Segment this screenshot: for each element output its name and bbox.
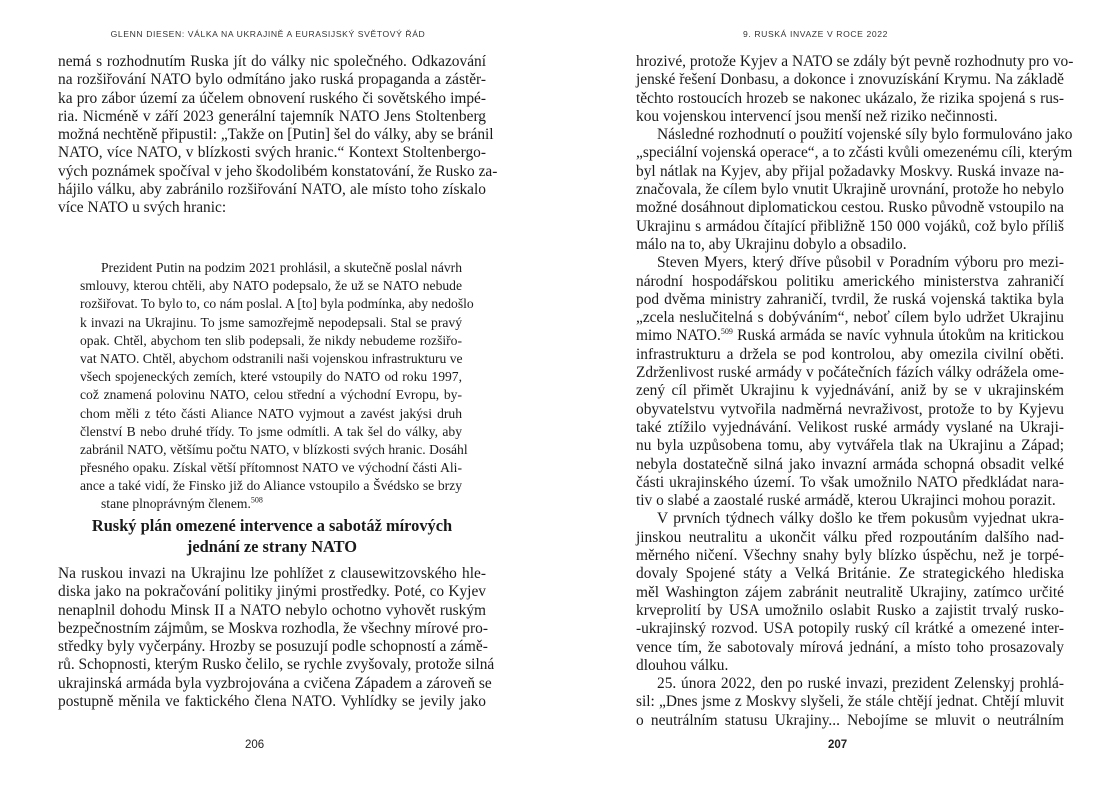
text-line: stane plnoprávným členem.$^{508}$ xyxy=(101,495,263,512)
line-text: hrozivé, protože Kyjev a NATO se zdály být pevně rozhodnuty pro vo- xyxy=(636,53,1074,70)
text-line: na rozšiřování NATO bylo odmítáno jako ruská propaganda a zástěr- xyxy=(58,71,486,89)
text-line xyxy=(636,163,1064,181)
line-text: o neutrálním statusu Ukrajiny... Nebojíme se mluvit o neutrálním xyxy=(636,711,1064,729)
block-quote xyxy=(80,259,474,514)
line-text: možné dosáhnout diplomatickou cestou. Rusko původně vstoupilo na xyxy=(636,199,1064,217)
text-line: k invazi na Ukrajinu. To jsme samozřejmě nepodepsali. Stal se pravý xyxy=(80,314,462,330)
text-line: vých poznámek spočíval v jeho škodolibém konstatování, že Rusko za- xyxy=(58,162,498,180)
line-text: Steven Myers, který dříve působil v Poradním výboru pro mezi- xyxy=(657,254,1064,272)
line-text: „speciální vojenská operace“, a to zčásti kvůli omezenému cíli, kterým xyxy=(636,144,1073,162)
line-text: Zdrženlivost ruské armády v počátečních fázích války odrážela ome- xyxy=(636,364,1064,382)
line-text: -ukrajinský rozvod. USA potopily ruský cíl krátké a omezené inter- xyxy=(636,620,1064,638)
line-text: těchto rostoucích hrozeb se nakonec ukázalo, že rizika spojená s rus- xyxy=(636,89,1064,107)
text-line: smlouvy, kterou chtěli, aby NATO podepsalo, že už se NATO nebude xyxy=(80,278,462,294)
line-text: jenské řešení Donbasu, a dokonce i znovuzískání Krymu. Na základě xyxy=(636,71,1064,89)
text-line xyxy=(636,199,1064,217)
line-text: vence tím, že sabotovaly mírová jednání, a místo toho prosazovaly xyxy=(636,638,1064,656)
line-text: kou vojenskou intervencí jsou menší než riziko nečinnosti. xyxy=(636,107,998,125)
text-line: ukrajinská armáda byla vyzbrojována a cvičena Západem a zároveň se xyxy=(58,674,492,692)
line-text: měl Washington zájem zabránit neutralitě Ukrajiny, zatímco určité xyxy=(636,583,1064,601)
text-line: členství B nebo druhé třídy. To jsme odmítli. A tak šel do války, aby xyxy=(80,423,462,439)
text-line xyxy=(636,456,1064,474)
line-text: málo na to, aby Ukrajinu dobylo a obsadilo. xyxy=(636,235,907,253)
text-line xyxy=(636,309,1064,327)
text-line xyxy=(636,126,1073,144)
text-line xyxy=(636,401,1064,419)
text-line xyxy=(636,218,1064,236)
line-text: nebyla dostatečně silná jako invazní armáda schopná obsadit velké xyxy=(636,455,1064,473)
text-line xyxy=(636,71,1064,89)
left-paragraph-2 xyxy=(58,565,495,711)
line-text: pod dvěma ministry zahraničí, tvrdil, že ruská vojenská taktika byla xyxy=(636,290,1064,308)
text-line xyxy=(636,657,1064,675)
text-line xyxy=(636,639,1064,657)
line-text: národní hospodářskou politiku amerického ministerstva zahraničí xyxy=(636,272,1064,290)
line-text: Následné rozhodnutí o použití vojenské síly bylo formulováno jako xyxy=(657,126,1073,144)
text-line xyxy=(636,675,1064,693)
text-line: hájilo válku, aby zabránilo rozšiřování NATO, ale místo toho získalo xyxy=(58,181,486,199)
text-line: Na ruskou invazi na Ukrajinu lze pohlížet z clausewitzovského hle- xyxy=(58,565,486,582)
line-text: byl nátlak na Kyjev, aby přijal požadavky Moskvy. Ruská invaze na- xyxy=(636,162,1064,180)
text-line xyxy=(636,144,1073,162)
footnote-marker[interactable]: 509 xyxy=(720,327,733,337)
text-line xyxy=(636,53,1074,71)
line-text: nu byla uzpůsobena tomu, aby vytvářela tlak na Ukrajinu a Západ; xyxy=(636,437,1064,455)
text-line: možná nechtěně připustil: „Takže on [Putin] šel do války, aby se bránil xyxy=(58,126,494,144)
running-head-left: GLENN DIESEN: VÁLKA NA UKRAJINĚ A EURASIJSKÝ SVĚTOVÝ ŘÁD xyxy=(110,29,426,39)
line-text: dlouhou válku. xyxy=(636,656,729,674)
text-line: ria. Nicméně v září 2023 generální tajemník NATO Jens Stoltenberg xyxy=(58,107,486,125)
line-text: 25. února 2022, den po ruské invazi, prezident Zelenskyj prohlá- xyxy=(657,675,1064,693)
line-text: dovaly Spojené státy a Velká Británie. Ze strategického hlediska xyxy=(636,565,1064,583)
text-line: přesného opaku. Získal větší přítomnost NATO ve východní části Ali- xyxy=(80,460,462,476)
left-paragraph-1 xyxy=(58,53,498,218)
text-line: diska jako na pokračování politiky jinými prostředky. Poté, co Kyjev xyxy=(58,583,486,601)
footnote-marker[interactable]: 508 xyxy=(250,495,263,505)
line-text: značovala, že cílem bylo vnutit Ukrajině urovnání, protože ho nebylo xyxy=(636,181,1064,199)
text-line: bezpečnostním zájmům, se Moskva rozhodla, že všechny mírové pro- xyxy=(58,619,488,637)
text-line xyxy=(636,291,1064,309)
line-text: V prvních týdnech války došlo ke třem pokusům vyjednat ukra- xyxy=(657,510,1064,528)
line-text: části ukrajinského území. To však umožnilo NATO předkládat nara- xyxy=(636,473,1064,491)
text-line xyxy=(636,602,1064,620)
text-line: což znamená polovinu NATO, celou střední a východní Evropu, by- xyxy=(80,387,462,403)
line-text: Ukrajinu s armádou čítající přibližně 150 000 vojáků, což bylo příliš xyxy=(636,217,1064,235)
text-line xyxy=(636,382,1064,400)
text-line: Prezident Putin na podzim 2021 prohlásil, a skutečně poslal návrh xyxy=(101,260,462,275)
text-line: postupně měnila ve faktického člena NATO. Vyhlídky se jevily jako xyxy=(58,693,486,711)
text-line xyxy=(636,254,1064,272)
text-line xyxy=(636,346,1064,364)
text-line xyxy=(636,529,1064,547)
line-text: obyvatelstvu vytvořila nadměrná nevraživost, protože to by Kyjevu xyxy=(636,400,1064,418)
text-line xyxy=(636,364,1064,382)
text-line xyxy=(636,327,1064,345)
text-line: opak. Chtěl, abychom ten slib podepsali, že nikdy nebudeme rozšiřo- xyxy=(80,332,462,348)
text-line: nenaplnil dohodu Minsk II a NATO nebylo ochotno vyhovět ruským xyxy=(58,601,486,619)
text-line xyxy=(636,273,1064,291)
text-line: ka pro zábor území za účelem obnovení ruského či sovětského impé- xyxy=(58,89,486,107)
text-line xyxy=(636,492,1064,510)
section-heading xyxy=(58,515,486,557)
line-text: infrastrukturu a držela se pod kontrolou, aby omezila civilní oběti. xyxy=(636,345,1064,363)
text-line xyxy=(636,584,1064,602)
text-line: všech spojeneckých zemích, které vstoupily do NATO od roku 1997, xyxy=(80,369,462,385)
text-line xyxy=(636,510,1064,528)
line-text: měrného ničení. Všechny snahy byly blízko úspěchu, než je torpé- xyxy=(636,547,1064,565)
text-line xyxy=(636,547,1064,565)
line-text: tiv o slabé a zaostalé ruské armádě, kterou Ukrajinci mohou porazit. xyxy=(636,492,1056,510)
text-line: NATO, více NATO, v blízkosti svých hranic.“ Kontext Stoltenbergo- xyxy=(58,144,486,162)
text-line xyxy=(636,474,1064,492)
text-line: více NATO u svých hranic: xyxy=(58,199,227,217)
page-number-right: 207 xyxy=(828,739,848,751)
text-line: rozšiřovat. To bylo to, co nám poslal. A [to] byla podmínka, aby nedošlo xyxy=(80,296,474,312)
text-line xyxy=(636,693,1064,711)
right-page xyxy=(560,0,1119,794)
text-line xyxy=(636,620,1064,638)
text-line xyxy=(636,236,1064,254)
page-number-left: 206 xyxy=(245,739,265,751)
running-head-right: 9. RUSKÁ INVAZE V ROCE 2022 xyxy=(743,29,888,39)
text-line xyxy=(636,90,1064,108)
text-line xyxy=(636,108,1064,126)
line-text: „zcela neslučitelná s dobýváním“, neboť cílem bylo udržet Ukrajinu xyxy=(636,309,1064,327)
right-body-text xyxy=(636,53,1074,730)
text-line xyxy=(636,181,1064,199)
text-line: nemá s rozhodnutím Ruska jít do války nic společného. Odkazování xyxy=(58,53,486,70)
line-text-after: Ruská armáda se navíc vyhnula útokům na kritickou xyxy=(732,327,1064,345)
text-line: vat NATO. Chtěl, abychom odstranili naši vojenskou infrastrukturu ve xyxy=(80,350,463,366)
text-line: zabránil NATO, většímu počtu NATO, v blízkosti svých hranic. Dosáhl xyxy=(80,441,468,457)
section-heading-line-1: Ruský plán omezené intervence a sabotáž mírových xyxy=(91,516,453,535)
text-line: ance a také vidí, že Finsko již do Aliance vstoupilo a Švédsko se brzy xyxy=(80,478,462,494)
section-heading-line-2: jednání ze strany NATO xyxy=(186,537,358,556)
line-text: zený cíl přimět Ukrajinu k vyjednávání, aniž by se v ukrajinském xyxy=(636,382,1064,400)
text-line xyxy=(636,419,1064,437)
text-line xyxy=(636,437,1064,455)
line-text: jinskou neutralitu a ukončit válku před rozpoutáním dalšího nad- xyxy=(636,528,1064,546)
line-text: sil: „Dnes jsme z Moskvy slyšeli, že stále chtějí jednat. Chtějí mluvit xyxy=(636,693,1064,711)
line-text: krveprolití by USA umožnilo oslabit Rusko a zajistit trvalý rusko- xyxy=(636,601,1064,619)
line-text: mimo NATO. xyxy=(636,327,721,345)
line-text: také ztížilo vyjednávání. Velikost ruské armády vyslané na Ukraji- xyxy=(636,418,1064,436)
text-line: chom měli z této části Aliance NATO vyjmout a zavést jakýsi druh xyxy=(80,405,462,421)
text-line xyxy=(636,712,1064,730)
text-line: rů. Schopnosti, kterým Rusko čelilo, se rychle zvyšovaly, protože silná xyxy=(58,656,495,674)
text-line xyxy=(636,565,1064,583)
text-line: středky byly vyčerpány. Hrozby se posuzují podle schopností a zámě- xyxy=(58,638,488,656)
